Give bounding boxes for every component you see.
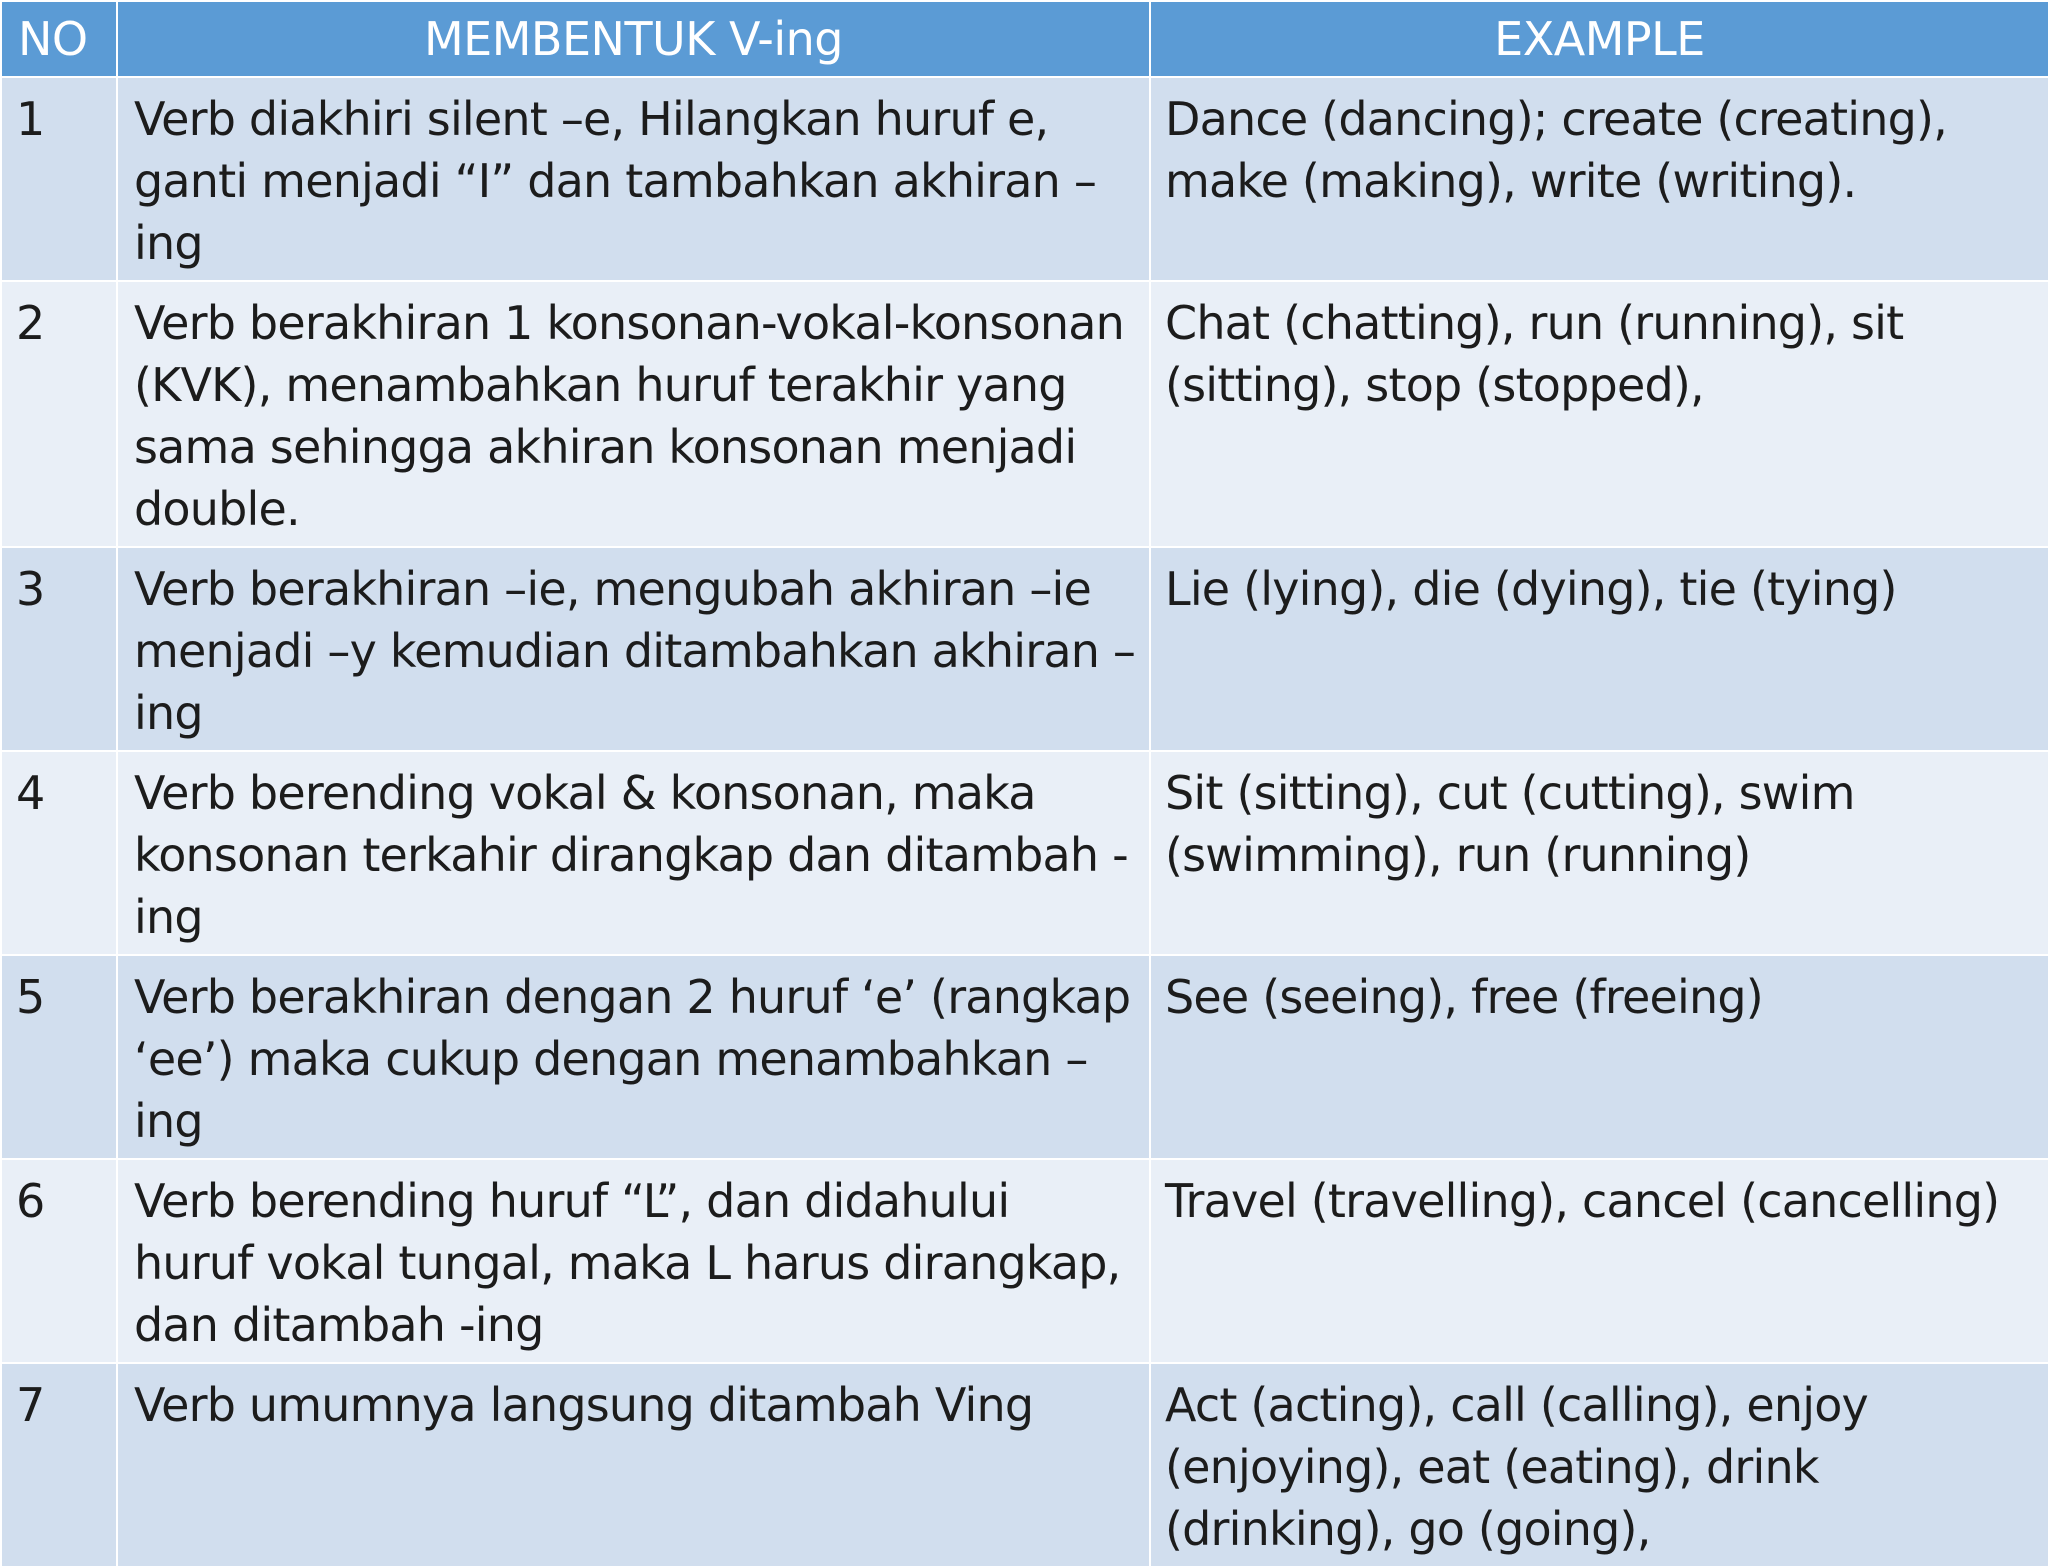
table-row <box>1 77 2049 281</box>
rule-cell: Verb berending huruf “L”, dan didahului huruf vokal tungal, maka L harus dirangkap, dan ditambah -ing <box>117 1159 1150 1363</box>
table-row <box>1 281 2049 547</box>
header-no: NO <box>1 1 117 77</box>
example-cell: Dance (dancing); create (creating), make (making), write (writing). <box>1150 77 2049 281</box>
row-number: 5 <box>1 955 117 1159</box>
row-number: 6 <box>1 1159 117 1363</box>
row-number: 3 <box>1 547 117 751</box>
table-row <box>1 1363 2049 1567</box>
example-cell: Chat (chatting), run (running), sit (sitting), stop (stopped), <box>1150 281 2049 547</box>
rule-cell: Verb berakhiran 1 konsonan-vokal-konsonan (KVK), menambahkan huruf terakhir yang sama sehingga akhiran konsonan menjadi double. <box>117 281 1150 547</box>
example-cell: Sit (sitting), cut (cutting), swim (swimming), run (running) <box>1150 751 2049 955</box>
row-number: 2 <box>1 281 117 547</box>
example-cell: Lie (lying), die (dying), tie (tying) <box>1150 547 2049 751</box>
table-row <box>1 955 2049 1159</box>
table-row <box>1 751 2049 955</box>
row-number: 4 <box>1 751 117 955</box>
example-cell: Travel (travelling), cancel (cancelling) <box>1150 1159 2049 1363</box>
table-header-row <box>1 1 2049 77</box>
example-cell: See (seeing), free (freeing) <box>1150 955 2049 1159</box>
rule-cell: Verb berending vokal & konsonan, maka konsonan terkahir dirangkap dan ditambah -ing <box>117 751 1150 955</box>
row-number: 7 <box>1 1363 117 1567</box>
table-row <box>1 1159 2049 1363</box>
table-row <box>1 547 2049 751</box>
header-rule: MEMBENTUK V-ing <box>117 1 1150 77</box>
rule-cell: Verb diakhiri silent –e, Hilangkan huruf e, ganti menjadi “I” dan tambahkan akhiran –ing <box>117 77 1150 281</box>
rule-cell: Verb berakhiran dengan 2 huruf ‘e’ (rangkap ‘ee’) maka cukup dengan menambahkan –ing <box>117 955 1150 1159</box>
example-cell: Act (acting), call (calling), enjoy (enjoying), eat (eating), drink (drinking), go (going), <box>1150 1363 2049 1567</box>
rule-cell: Verb umumnya langsung ditambah Ving <box>117 1363 1150 1567</box>
row-number: 1 <box>1 77 117 281</box>
header-example: EXAMPLE <box>1150 1 2049 77</box>
rule-cell: Verb berakhiran –ie, mengubah akhiran –ie menjadi –y kemudian ditambahkan akhiran –ing <box>117 547 1150 751</box>
